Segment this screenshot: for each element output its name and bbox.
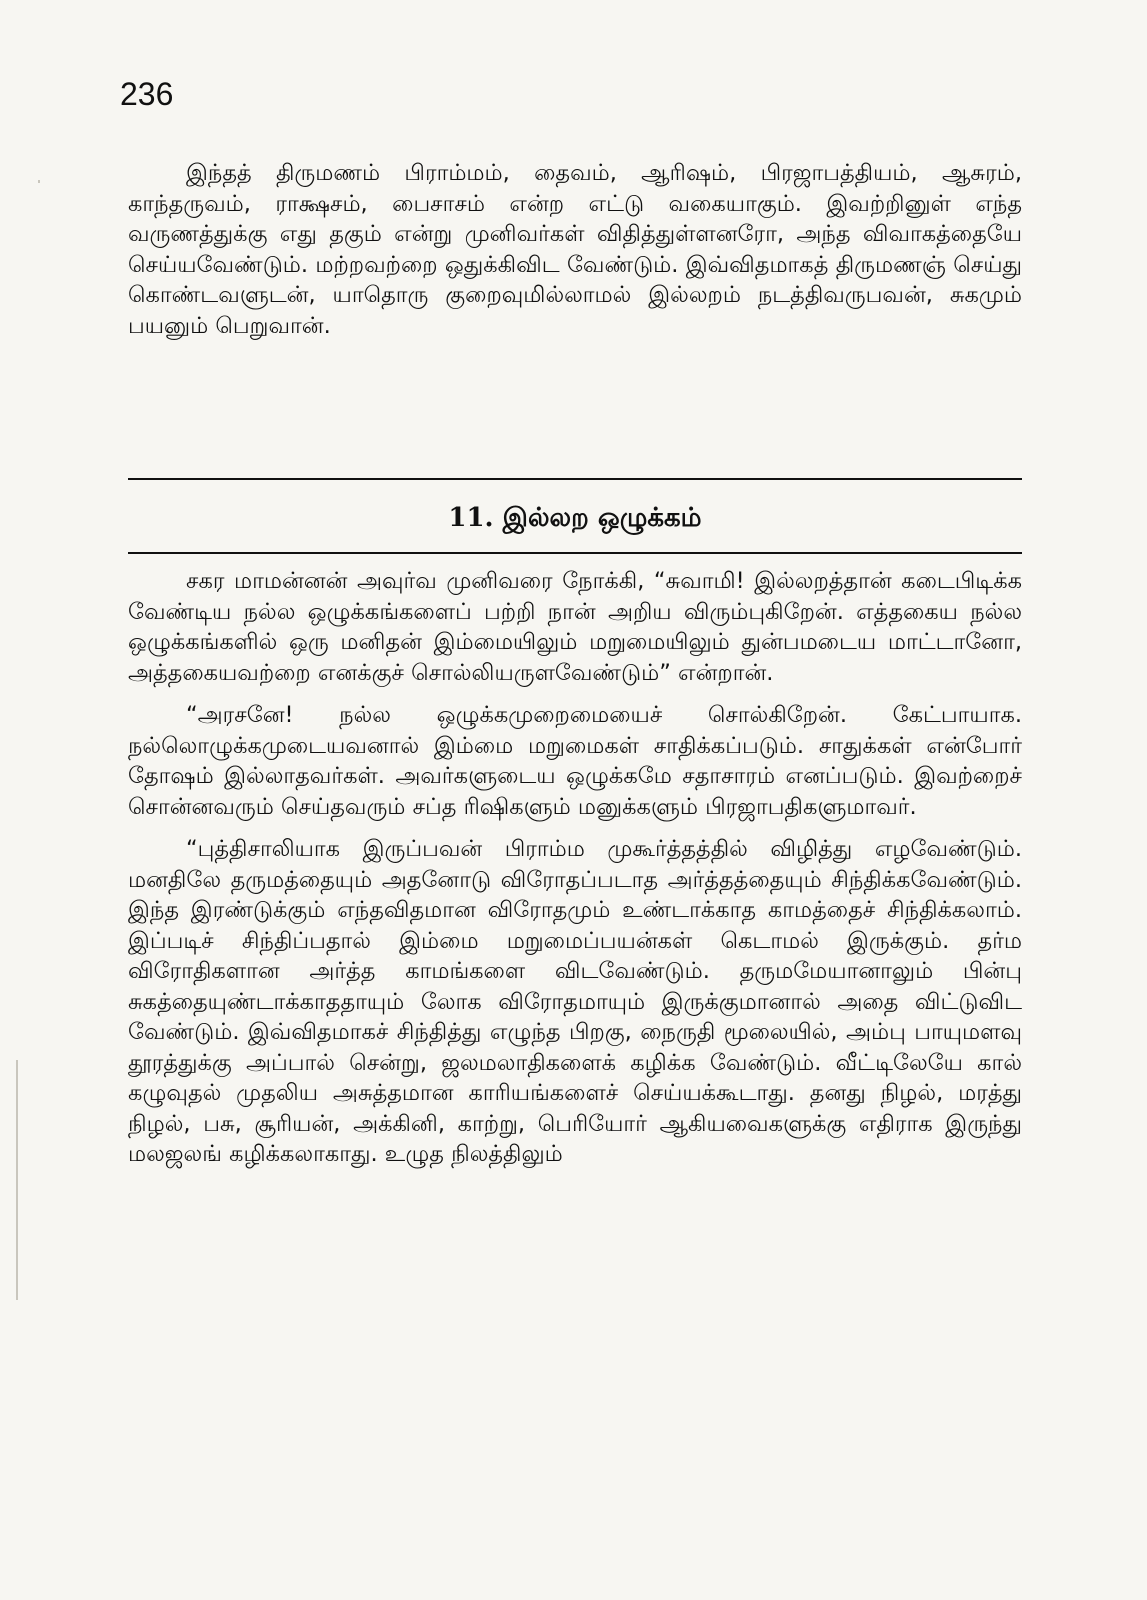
scan-speck (38, 180, 40, 183)
scan-margin-line (16, 1060, 18, 1300)
section-bottom-rule (128, 552, 1022, 554)
paragraph: “அரசனே! நல்ல ஒழுக்கமுறைமையைச் சொல்கிறேன். கேட்பாயாக. நல்லொழுக்கமுடையவனால் இம்மை மறுமைகள் சாதிக்கப்படும். சாதுக்கள் என்போர் தோஷம் இல்லாதவர்கள். அவர்களுடைய ஒழுக்கமே சதாசாரம் எனப்படும். இவற்றைச் சொன்னவரும் செய்தவரும் சப்த ரிஷிகளும் மனுக்களும் பிரஜாபதிகளுமாவர். (128, 702, 1022, 820)
intro-text-block (128, 158, 1022, 341)
paragraph: இந்தத் திருமணம் பிராம்மம், தைவம், ஆரிஷம், பிரஜாபத்தியம், ஆசுரம், காந்தருவம், ராக்ஷசம், பைசாசம் என்ற எட்டு வகையாகும். இவற்றினுள் எந்த வருணத்துக்கு எது தகும் என்று முனிவர்கள் விதித்துள்ளனரோ, அந்த விவாகத்தையே செய்யவேண்டும். மற்றவற்றை ஒதுக்கிவிட வேண்டும். இவ்விதமாகத் திருமணஞ் செய்து கொண்டவளுடன், யாதொரு குறைவுமில்லாமல் இல்லறம் நடத்திவருபவன், சுகமும் பயனும் பெறுவான். (128, 160, 1022, 339)
section-top-rule (128, 478, 1022, 480)
page-number: 236 (120, 76, 174, 112)
section-title: 11. இல்லற ஒழுக்கம் (448, 503, 702, 533)
paragraph: சகர மாமன்னன் அவுர்வ முனிவரை நோக்கி, “சுவாமி! இல்லறத்தான் கடைபிடிக்க வேண்டிய நல்ல ஒழுக்கங்களைப் பற்றி நான் அறிய விரும்புகிறேன். எத்தகைய நல்ல ஒழுக்கங்களில் ஒரு மனிதன் இம்மையிலும் மறுமையிலும் துன்பமடைய மாட்டானோ, அத்தகையவற்றை எனக்குச் சொல்லியருளவேண்டும்” என்றான். (128, 568, 1022, 686)
paragraph: “புத்திசாலியாக இருப்பவன் பிராம்ம முகூர்த்தத்தில் விழித்து எழவேண்டும். மனதிலே தருமத்தையும் அதனோடு விரோதப்படாத அர்த்தத்தையும் சிந்திக்கவேண்டும். இந்த இரண்டுக்கும் எந்தவிதமான விரோதமும் உண்டாக்காத காமத்தைச் சிந்திக்கலாம். இப்படிச் சிந்திப்பதால் இம்மை மறுமைப்பயன்கள் கெடாமல் இருக்கும். தர்ம விரோதிகளான அர்த்த காமங்களை விடவேண்டும். தருமமேயானாலும் பின்பு சுகத்தையுண்டாக்காததாயும் லோக விரோதமாயும் இருக்குமானால் அதை விட்டுவிட வேண்டும். இவ்விதமாகச் சிந்தித்து எழுந்த பிறகு, நைருதி மூலையில், அம்பு பாயுமளவு தூரத்துக்கு அப்பால் சென்று, ஜலமலாதிகளைக் கழிக்க வேண்டும். வீட்டிலேயே கால் கழுவுதல் முதலிய அசுத்தமான காரியங்களைச் செய்யக்கூடாது. தனது நிழல், மரத்து நிழல், பசு, சூரியன், அக்கினி, காற்று, பெரியோர் ஆகியவைகளுக்கு எதிராக இருந்து மலஜலங் கழிக்கலாகாது. உழுத நிலத்திலும் (128, 836, 1022, 1167)
section-body (128, 566, 1022, 1170)
